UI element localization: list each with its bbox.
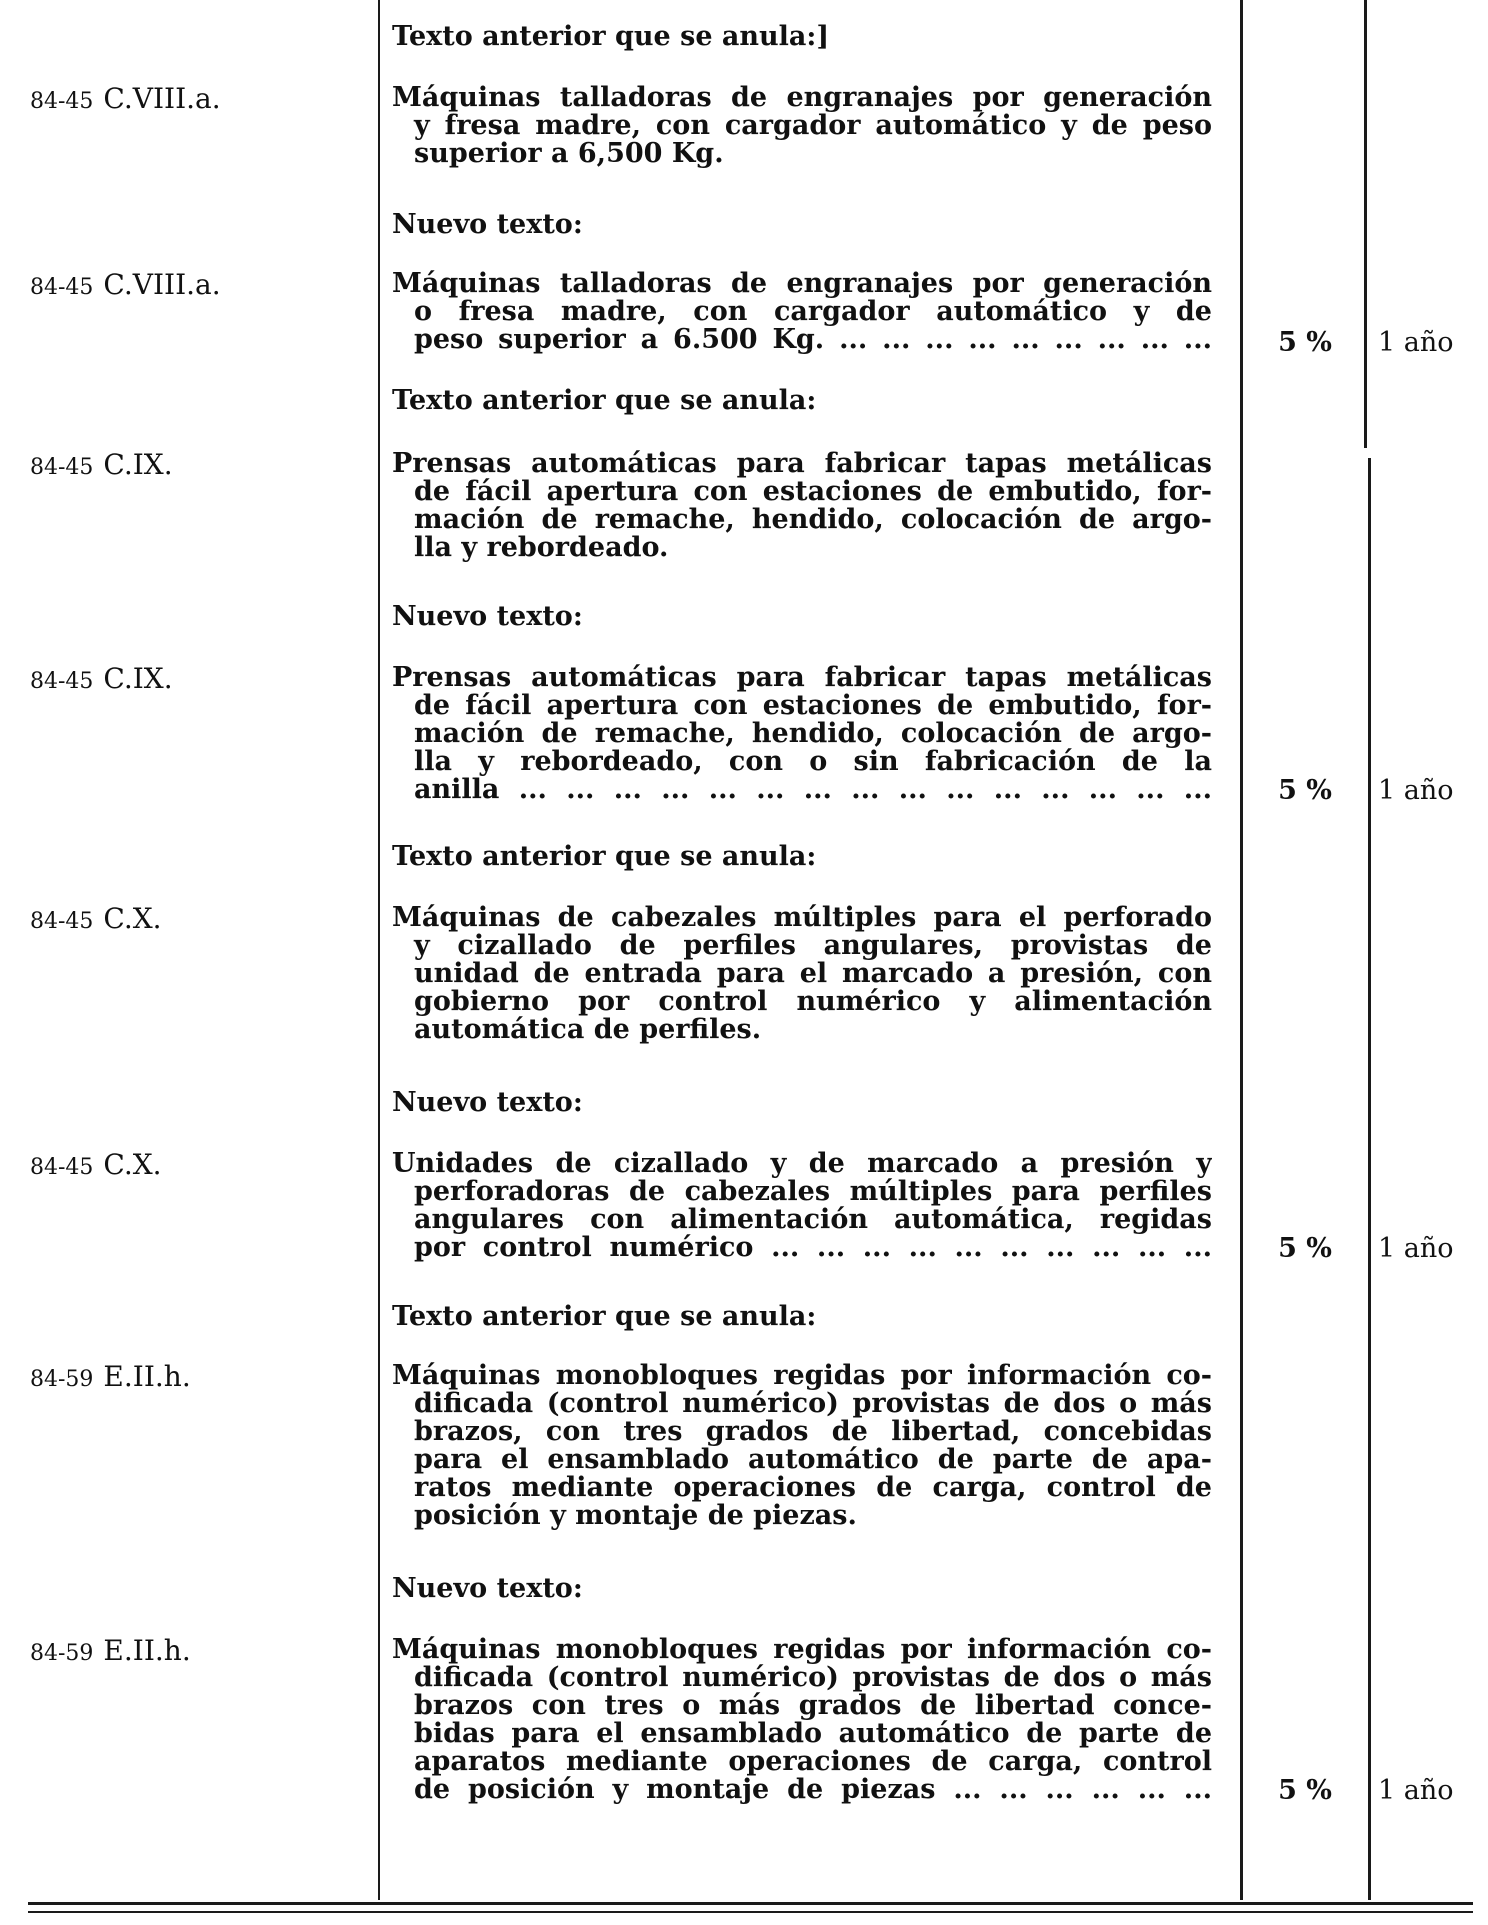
heading-number: 84-59 bbox=[30, 1641, 94, 1666]
description-line: unidad de entrada para el marcado a presión, con bbox=[414, 960, 1212, 988]
tariff-code bbox=[30, 270, 221, 303]
duty-rate: 5 % bbox=[1278, 775, 1332, 806]
subheading: C.VIII.a. bbox=[103, 268, 221, 301]
item-description bbox=[392, 450, 1212, 562]
heading-number: 84-45 bbox=[30, 455, 94, 480]
heading-number: 84-45 bbox=[30, 275, 94, 300]
validity-term: 1 año bbox=[1378, 775, 1454, 806]
item-description bbox=[392, 1362, 1212, 1530]
tariff-code bbox=[30, 1362, 191, 1395]
description-line: de fácil apertura con estaciones de embutido, for- bbox=[414, 692, 1212, 720]
item-description bbox=[392, 664, 1212, 804]
description-line: Prensas automáticas para fabricar tapas metálicas bbox=[392, 664, 1212, 692]
validity-term: 1 año bbox=[1378, 327, 1454, 358]
heading-number: 84-45 bbox=[30, 1155, 94, 1180]
description-line: Máquinas monobloques regidas por información co- bbox=[392, 1362, 1212, 1390]
old-text-label: Texto anterior que se anula: bbox=[392, 385, 817, 416]
description-line: brazos con tres o más grados de libertad conce- bbox=[414, 1692, 1212, 1720]
description-line: lla y rebordeado, con o sin fabricación de la bbox=[414, 748, 1212, 776]
subheading: E.II.h. bbox=[103, 1360, 191, 1393]
tariff-code bbox=[30, 904, 162, 937]
new-text-label: Nuevo texto: bbox=[392, 1087, 583, 1118]
description-line: Máquinas talladoras de engranajes por generación bbox=[392, 84, 1212, 112]
new-text-label: Nuevo texto: bbox=[392, 209, 583, 240]
description-line: para el ensamblado automático de parte de apa- bbox=[414, 1446, 1212, 1474]
item-description bbox=[392, 1150, 1212, 1262]
description-line: bidas para el ensamblado automático de parte de bbox=[414, 1720, 1212, 1748]
description-line: angulares con alimentación automática, regidas bbox=[414, 1206, 1212, 1234]
description-line: dificada (control numérico) provistas de dos o más bbox=[414, 1664, 1212, 1692]
column-divider-term-lower bbox=[1368, 458, 1371, 1900]
item-description bbox=[392, 904, 1212, 1044]
subheading: C.X. bbox=[103, 902, 162, 935]
table-bottom-rule-bottom bbox=[28, 1911, 1473, 1913]
description-line: brazos, con tres grados de libertad, concebidas bbox=[414, 1418, 1212, 1446]
tariff-code bbox=[30, 450, 173, 483]
duty-rate: 5 % bbox=[1278, 1775, 1332, 1806]
column-divider-description bbox=[378, 0, 380, 1900]
new-text-label: Nuevo texto: bbox=[392, 1573, 583, 1604]
description-line: Máquinas monobloques regidas por información co- bbox=[392, 1636, 1212, 1664]
tariff-code bbox=[30, 664, 173, 697]
description-line: perforadoras de cabezales múltiples para perfiles bbox=[414, 1178, 1212, 1206]
heading-number: 84-45 bbox=[30, 669, 94, 694]
description-line: mación de remache, hendido, colocación de argo- bbox=[414, 720, 1212, 748]
subheading: C.IX. bbox=[103, 448, 173, 481]
description-line: y cizallado de perfiles angulares, provistas de bbox=[414, 932, 1212, 960]
subheading: E.II.h. bbox=[103, 1634, 191, 1667]
description-line: aparatos mediante operaciones de carga, control bbox=[414, 1748, 1212, 1776]
heading-number: 84-45 bbox=[30, 909, 94, 934]
new-text-label: Nuevo texto: bbox=[392, 601, 583, 632]
column-divider-rate bbox=[1240, 0, 1243, 1900]
duty-rate: 5 % bbox=[1278, 1233, 1332, 1264]
description-line: Máquinas talladoras de engranajes por generación bbox=[392, 270, 1212, 298]
description-line: de fácil apertura con estaciones de embutido, for- bbox=[414, 478, 1212, 506]
description-line: posición y montaje de piezas. bbox=[414, 1502, 857, 1530]
description-line: por control numérico ... ... ... ... ... ... ... ... ... ... bbox=[414, 1234, 1212, 1262]
description-line: Unidades de cizallado y de marcado a presión y bbox=[392, 1150, 1212, 1178]
tariff-code bbox=[30, 1150, 162, 1183]
description-line: gobierno por control numérico y alimentación bbox=[414, 988, 1212, 1016]
description-line: peso superior a 6.500 Kg. ... ... ... ... ... ... ... ... ... bbox=[414, 326, 1212, 354]
description-line: Máquinas de cabezales múltiples para el perforado bbox=[392, 904, 1212, 932]
item-description bbox=[392, 270, 1212, 354]
subheading: C.X. bbox=[103, 1148, 162, 1181]
description-line: mación de remache, hendido, colocación de argo- bbox=[414, 506, 1212, 534]
description-line: superior a 6,500 Kg. bbox=[414, 140, 724, 168]
old-text-label: Texto anterior que se anula: bbox=[392, 1301, 817, 1332]
subheading: C.IX. bbox=[103, 662, 173, 695]
description-line: y fresa madre, con cargador automático y de peso bbox=[414, 112, 1212, 140]
validity-term: 1 año bbox=[1378, 1233, 1454, 1264]
description-line: automática de perfiles. bbox=[414, 1016, 762, 1044]
description-line: lla y rebordeado. bbox=[414, 534, 669, 562]
table-bottom-rule-top bbox=[28, 1902, 1473, 1905]
description-line: dificada (control numérico) provistas de dos o más bbox=[414, 1390, 1212, 1418]
old-text-label: Texto anterior que se anula:] bbox=[392, 21, 830, 52]
description-line: Prensas automáticas para fabricar tapas metálicas bbox=[392, 450, 1212, 478]
description-line: anilla ... ... ... ... ... ... ... ... ... ... ... ... ... ... ... bbox=[414, 776, 1212, 804]
validity-term: 1 año bbox=[1378, 1775, 1454, 1806]
subheading: C.VIII.a. bbox=[103, 82, 221, 115]
description-line: ratos mediante operaciones de carga, control de bbox=[414, 1474, 1212, 1502]
item-description bbox=[392, 1636, 1212, 1804]
tariff-code bbox=[30, 1636, 191, 1669]
description-line: o fresa madre, con cargador automático y de bbox=[414, 298, 1212, 326]
heading-number: 84-59 bbox=[30, 1367, 94, 1392]
duty-rate: 5 % bbox=[1278, 327, 1332, 358]
tariff-code bbox=[30, 84, 221, 117]
column-divider-term-upper bbox=[1364, 0, 1367, 448]
heading-number: 84-45 bbox=[30, 89, 94, 114]
item-description bbox=[392, 84, 1212, 168]
description-line: de posición y montaje de piezas ... ... ... ... ... ... bbox=[414, 1776, 1212, 1804]
old-text-label: Texto anterior que se anula: bbox=[392, 841, 817, 872]
